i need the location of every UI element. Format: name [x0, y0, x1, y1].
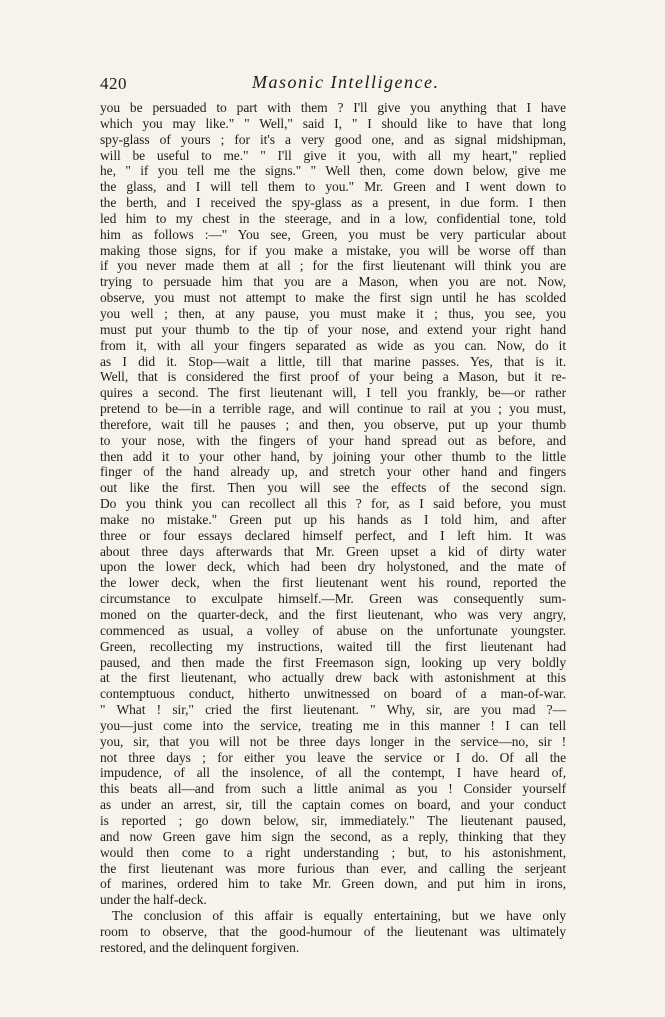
text-line: upon the lower deck, which had been dry holystoned, and the mate of — [100, 559, 566, 575]
text-line: and now Green gave him sign the second, as a reply, thinking that they — [100, 828, 566, 844]
text-line: therefore, wait till he pauses ; and then, you observe, put up your thumb — [100, 416, 566, 432]
text-line: which you may like." " Well," said I, " I should like to have that long — [100, 115, 566, 131]
text-line: spy-glass of yours ; for it's a very good one, and as signal midshipman, — [100, 131, 566, 147]
text-line: contemptuous conduct, hitherto unwitnessed on board of a man-of-war. — [100, 686, 566, 702]
text-line: making those signs, for if you make a mistake, you will be worse off than — [100, 242, 566, 258]
text-line: make no mistake." Green put up his hands as I told him, and after — [100, 511, 566, 527]
text-line: pretend to be—in a terrible rage, and will continue to rail at you ; you must, — [100, 401, 566, 417]
text-line: this beats all—and from such a little animal as you ! Consider yourself — [100, 781, 566, 797]
text-line: as I did it. Stop—wait a little, till that marine passes. Yes, that is it. — [100, 353, 566, 369]
text-line: observe, you must not attempt to make the first sign until he has scolded — [100, 290, 566, 306]
book-page — [100, 66, 566, 956]
text-line: Well, that is considered the first proof of your being a Mason, but it re- — [100, 369, 566, 385]
text-line: would then come to a right understanding ; but, to his astonishment, — [100, 844, 566, 860]
text-line: " What ! sir," cried the first lieutenant. " Why, sir, are you mad ?— — [100, 702, 566, 718]
text-line: must put your thumb to the tip of your nose, and extend your right hand — [100, 321, 566, 337]
running-head — [100, 66, 566, 94]
text-line: if you never made them at all ; for the first lieutenant will think you are — [100, 258, 566, 274]
text-line: under the half-deck. — [100, 892, 207, 908]
text-line: room to observe, that the good-humour of the lieutenant was ultimately — [100, 923, 566, 939]
text-line: the lower deck, when the first lieutenant went his round, reported the — [100, 575, 566, 591]
text-line: moned on the quarter-deck, and the first lieutenant, who was very angry, — [100, 607, 566, 622]
text-line: to your nose, with the fingers of your hand spread out as before, and — [100, 432, 566, 448]
text-line: Do you think you can recollect all this ? for, as I said before, you must — [100, 496, 566, 512]
text-line: as under an arrest, sir, till the captain comes on board, and your conduct — [100, 797, 566, 813]
text-line: trying to persuade him that you are a Mason, when you are not. Now, — [100, 274, 566, 290]
body-text — [100, 100, 566, 956]
text-line: the berth, and I received the spy-glass as a present, in due form. I then — [100, 195, 566, 211]
text-line: at the first lieutenant, who actually drew back with astonishment at this — [100, 670, 566, 686]
text-line: commenced as usual, a volley of abuse on the unfortunate youngster. — [100, 622, 566, 638]
text-line: restored, and the delinquent forgiven. — [100, 939, 300, 955]
text-line: the first lieutenant was more furious than ever, and calling the serjeant — [100, 860, 566, 876]
text-line: paused, and then made the first Freemason sign, looking up very boldly — [100, 654, 566, 670]
text-line: out like the first. Then you will see the effects of the second sign. — [100, 480, 566, 496]
text-line: is reported ; go down below, sir, immediately." The lieutenant paused, — [100, 812, 566, 828]
text-line: then add it to your other hand, by joining your other thumb to the little — [100, 448, 566, 464]
text-line: you, sir, that you will not be three days longer in the service—no, sir ! — [100, 733, 566, 749]
text-line: Green, recollecting my instructions, waited till the first lieutenant had — [100, 638, 566, 654]
text-line: impudence, of all the insolence, of all the contempt, I have heard of, — [100, 765, 566, 781]
text-line: circumstance to exculpate himself.—Mr. Green was consequently sum- — [100, 591, 566, 607]
text-line: The conclusion of this affair is equally entertaining, but we have only — [112, 908, 566, 924]
text-line: he, " if you tell me the signs." " Well then, come down below, give me — [100, 163, 566, 179]
text-line: quires a second. The first lieutenant will, I tell you frankly, be—or rather — [100, 385, 566, 401]
text-line: you well ; then, at any pause, you must make it ; thus, you see, you — [100, 305, 566, 321]
text-line: you—just come into the service, treating me in this manner ! I can tell — [100, 717, 566, 733]
text-line: three or four essays declared himself perfect, and I left him. It was — [100, 527, 566, 543]
text-line: you be persuaded to part with them ? I'll give you anything that I have — [100, 100, 566, 115]
text-line: led him to my chest in the steerage, and in a low, confidential tone, told — [100, 210, 566, 226]
text-line: from it, with all your fingers separated as wide as you can. Now, do it — [100, 337, 566, 353]
text-line: of marines, ordered him to take Mr. Green down, and put him in irons, — [100, 876, 566, 892]
text-line: finger of the hand already up, and stretch your other hand and fingers — [100, 464, 566, 480]
text-line: him as follows :—" You see, Green, you must be very particular about — [100, 226, 566, 242]
text-line: will be useful to me." " I'll give it you, with all my heart," replied — [100, 147, 566, 163]
text-line: about three days afterwards that Mr. Green upset a kid of dirty water — [100, 543, 566, 559]
text-line: the glass, and I will tell them to you." Mr. Green and I went down to — [100, 179, 566, 195]
running-title: Masonic Intelligence. — [252, 72, 440, 92]
text-line: not three days ; for either you leave the service or I do. Of all the — [100, 749, 566, 765]
page-number: 420 — [100, 74, 127, 93]
